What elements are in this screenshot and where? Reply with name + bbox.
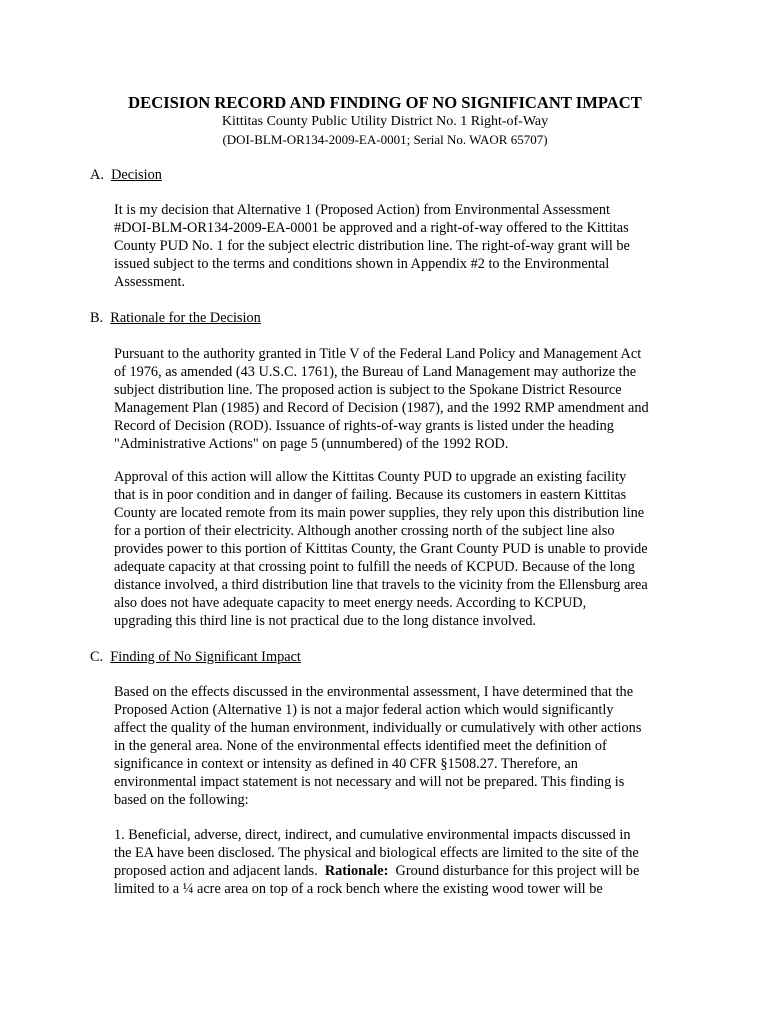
paragraph-line: for a portion of their electricity. Although another crossing north of the subject line also [114, 523, 615, 539]
paragraph-line: subject distribution line. The proposed action is subject to the Spokane District Resource [114, 382, 622, 398]
section-c-paragraph-1 [114, 683, 680, 809]
paragraph-line [114, 862, 680, 880]
section-c-letter: C. [90, 649, 104, 665]
paragraph-line: significance in context or intensity as defined in 40 CFR §1508.27. Therefore, an [114, 756, 578, 772]
paragraph-line: #DOI-BLM-OR134-2009-EA-0001 be approved and a right-of-way offered to the Kittitas [114, 220, 629, 236]
paragraph-line: in the general area. None of the environmental effects identified meet the definition of [114, 738, 607, 754]
section-c-title: Finding of No Significant Impact [110, 649, 301, 665]
paragraph-text: proposed action and adjacent lands. [114, 863, 325, 879]
section-a-title: Decision [111, 167, 162, 183]
paragraph-line: Management Plan (1985) and Record of Decision (1987), and the 1992 RMP amendment and [114, 400, 649, 416]
paragraph-line: upgrading this third line is not practical due to the long distance involved. [114, 613, 537, 629]
section-b-paragraph-2 [114, 468, 680, 630]
paragraph-line: also does not have adequate capacity to meet energy needs. According to KCPUD, [114, 595, 587, 611]
paragraph-line: Record of Decision (ROD). Issuance of rights-of-way grants is listed under the heading [114, 418, 614, 434]
paragraph-line: Approval of this action will allow the Kittitas County PUD to upgrade an existing facility [114, 469, 627, 485]
document-title: DECISION RECORD AND FINDING OF NO SIGNIFICANT IMPACT [128, 93, 642, 112]
section-a-letter: A. [90, 167, 104, 183]
paragraph-line: Pursuant to the authority granted in Title V of the Federal Land Policy and Management Act [114, 346, 642, 362]
section-a-heading [90, 166, 162, 184]
section-a-paragraph [114, 201, 680, 291]
paragraph-line: 1. Beneficial, adverse, direct, indirect, and cumulative environmental impacts discussed in [114, 827, 631, 843]
paragraph-line: environmental impact statement is not necessary and will not be prepared. This finding is [114, 774, 625, 790]
paragraph-line: affect the quality of the human environment, individually or cumulatively with other actions [114, 720, 642, 736]
paragraph-line: Assessment. [114, 274, 186, 290]
paragraph-line: County are located remote from its main power supplies, they rely upon this distribution line [114, 505, 645, 521]
paragraph-line: Proposed Action (Alternative 1) is not a major federal action which would significantly [114, 702, 614, 718]
section-b-heading [90, 309, 261, 327]
paragraph-line: based on the following: [114, 792, 249, 808]
paragraph-line: provides power to this portion of Kittitas County, the Grant County PUD is unable to provide [114, 541, 648, 557]
paragraph-text: Ground disturbance for this project will be [388, 863, 640, 879]
paragraph-line: issued subject to the terms and conditions shown in Appendix #2 to the Environmental [114, 256, 610, 272]
section-c-paragraph-2 [114, 826, 680, 898]
paragraph-line: Based on the effects discussed in the environmental assessment, I have determined that the [114, 684, 634, 700]
section-c-heading [90, 648, 301, 666]
paragraph-line: distance involved, a third distribution line that travels to the vicinity from the Ellensburg area [114, 577, 648, 593]
document-subtitle: Kittitas County Public Utility District No. 1 Right-of-Way [221, 114, 549, 129]
paragraph-line: It is my decision that Alternative 1 (Proposed Action) from Environmental Assessment [114, 202, 610, 218]
paragraph-line: the EA have been disclosed. The physical and biological effects are limited to the site of the [114, 845, 639, 861]
paragraph-line: County PUD No. 1 for the subject electric distribution line. The right-of-way grant will be [114, 238, 630, 254]
section-b-letter: B. [90, 310, 104, 326]
paragraph-line: limited to a ¼ acre area on top of a rock bench where the existing wood tower will be [114, 881, 603, 897]
section-b-title: Rationale for the Decision [110, 310, 261, 326]
document-reference: (DOI-BLM-OR134-2009-EA-0001; Serial No. WAOR 65707) [222, 132, 548, 147]
section-b-paragraph-1 [114, 345, 680, 453]
paragraph-line: of 1976, as amended (43 U.S.C. 1761), the Bureau of Land Management may authorize the [114, 364, 637, 380]
rationale-label: Rationale: [324, 863, 389, 879]
paragraph-line: "Administrative Actions" on page 5 (unnumbered) of the 1992 ROD. [114, 436, 509, 452]
paragraph-line: that is in poor condition and in danger of failing. Because its customers in eastern Kittitas [114, 487, 627, 503]
paragraph-line: adequate capacity at that crossing point to fulfill the needs of KCPUD. Because of the long [114, 559, 635, 575]
